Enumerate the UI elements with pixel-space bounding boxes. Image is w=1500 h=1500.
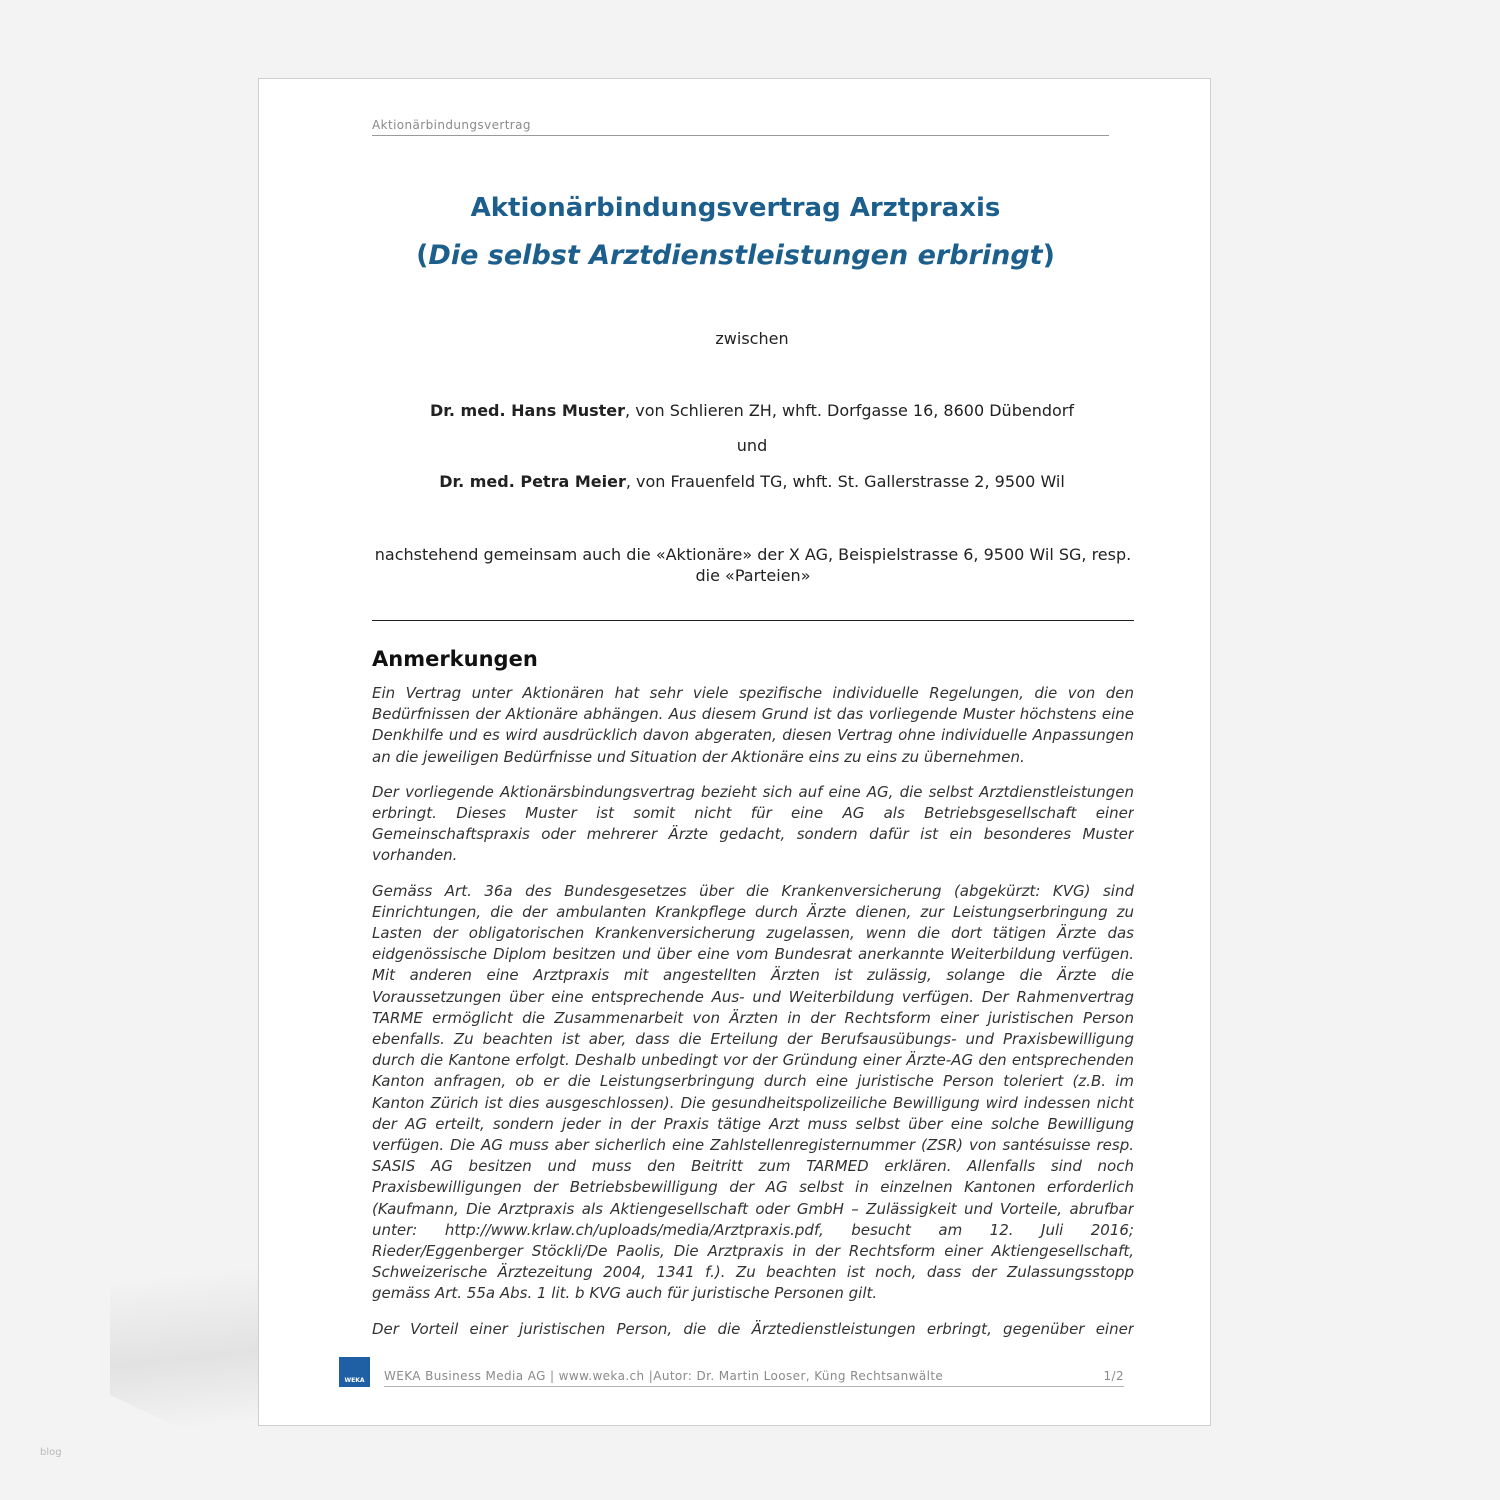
party-2-name: Dr. med. Petra Meier [439,472,626,491]
party-2-details: , von Frauenfeld TG, whft. St. Gallerstrasse 2, 9500 Wil [625,472,1065,491]
watermark: blog [40,1447,62,1458]
footer-publisher: WEKA Business Media AG | www.weka.ch |Autor: Dr. Martin Looser, Küng Rechtsanwälte [384,1369,944,1383]
remarks-paragraph: Ein Vertrag unter Aktionären hat sehr viele spezifische individuelle Regelungen, die von den Bedürfnissen der Aktionäre abhängen. Aus diesem Grund ist das vorliegende Muster höchstens eine Denkhilfe und es wird ausdrücklich davon abgeraten, diesen Vertrag ohne individuelle Anpassungen an die jeweiligen Bedürfnisse und Situation der Aktionäre eins zu eins zu übernehmen. [372,684,1134,766]
subtitle-close-paren: ) [1042,240,1055,271]
document-subtitle [259,240,1212,271]
weka-logo: WEKA [339,1357,370,1387]
page-shadow [110,1195,260,1465]
subtitle-text: Die selbst Arztdienstleistungen erbringt [428,240,1043,271]
parties-collective-note: nachstehend gemeinsam auch die «Aktionäre» der X AG, Beispielstrasse 6, 9500 Wil SG, resp. die «Parteien» [374,545,1132,585]
remarks-paragraph: Der vorliegende Aktionärsbindungsvertrag bezieht sich auf eine AG, die selbst Arztdienstleistungen erbringt. Dieses Muster ist somit nicht für eine AG als Betriebsgesellschaft einer Gemeinschaftspraxis oder mehrerer Ärzte gedacht, sondern dafür ist ein besonderes Muster vorhanden. [372,782,1134,865]
page-footer [339,1357,1129,1387]
document-title: Aktionärbindungsvertrag Arztpraxis [470,193,1001,223]
document-page [258,78,1211,1426]
and-label: und [736,436,768,455]
party-1 [259,401,1245,420]
footer-text [384,1369,1124,1387]
party-1-name: Dr. med. Hans Muster [429,401,626,420]
subtitle-open-paren: ( [416,240,429,271]
remarks-paragraph: Gemäss Art. 36a des Bundesgesetzes über die Krankenversicherung (abgekürzt: KVG) sind Einrichtungen, die der ambulanten Krankpflege durch Ärzte dienen, zur Leistungserbringung zu Lasten der obligatorischen Krankenversicherung zugelassen, wenn die dort tätigen Ärzte das eidgenössische Diplom besitzen und über eine vom Bundesrat anerkannte Weiterbildung verfügen. Mit anderen eine Arztpraxis mit angestellten Ärzten ist zulässig, solange die Ärzte die Voraussetzungen über eine entsprechende Aus- und Weiterbildung verfügen. Der Rahmenvertrag TARME ermöglicht die Zusammenarbeit von Ärzten in der Rechtsform einer juristischen Person ebenfalls. Zu beachten ist aber, dass die Erteilung der Berufsausübungs- und Praxisbewilligung durch die Kantone erfolgt. Deshalb unbedingt vor der Gründung einer Ärzte-AG den entsprechenden Kanton anfragen, ob er die Leistungserbringung durch eine juristische Person toleriert (z.B. im Kanton Zürich ist dies ausgeschlossen). Die gesundheitspolizeiliche Bewilligung wird indessen nicht der AG erteilt, sondern jeder in der Praxis tätige Arzt muss selbst über eine solche Bewilligung verfügen. Die AG muss aber sicherlich eine Zahlstellenregisternummer (ZSR) von santésuisse resp. SASIS AG besitzen und muss den Beitritt zum TARMED erklären. Allenfalls sind noch Praxisbewilligungen der Betriebsbewilligung der AG selbst in einzelnen Kantonen erforderlich (Kaufmann, Die Arztpraxis als Aktiengesellschaft oder GmbH – Zulässigkeit und Vorteile, abrufbar unter: http://www.krlaw.ch/uploads/media/Arztpraxis.pdf, besucht am 12. Juli 2016; Rieder/Eggenberger Stöckli/De Paolis, Die Arztpraxis in der Rechtsform einer Aktiengesellschaft, Schweizerische Ärztezeitung 2004, 1341 f.). Zu beachten ist noch, dass der Zulassungsstopp gemäss Art. 55a Abs. 1 lit. b KVG auch für juristische Personen gilt. [372,881,1134,1303]
remarks-heading: Anmerkungen [372,647,538,671]
between-label: zwischen [715,329,789,348]
party-1-details: , von Schlieren ZH, whft. Dorfgasse 16, 8600 Dübendorf [625,401,1074,420]
section-divider [372,620,1134,621]
remarks-paragraph: Der Vorteil einer juristischen Person, die die Ärztedienstleistungen erbringt, gegenüber einer [372,1319,1134,1338]
running-header: Aktionärbindungsvertrag [372,118,1109,136]
remarks-body [372,683,1134,1341]
page-number: 1/2 [1103,1369,1124,1383]
party-2 [259,472,1245,491]
